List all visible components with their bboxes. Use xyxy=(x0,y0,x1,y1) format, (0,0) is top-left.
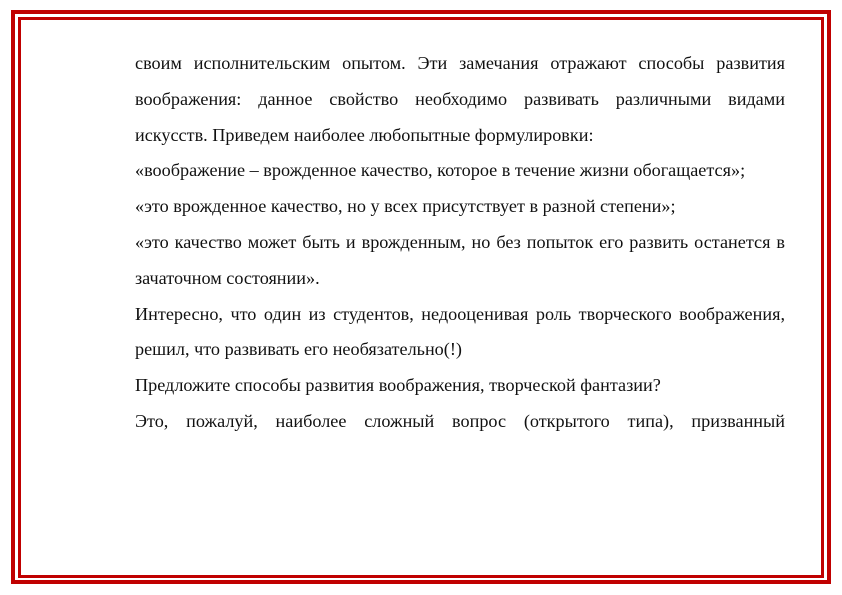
paragraph: своим исполнительским опытом. Эти замечания отражают способы развития воображения: данное свойство необходимо развивать различными видами искусств. Приведем наиболее любопытные формулировки: xyxy=(135,53,785,145)
document-text xyxy=(135,46,785,440)
paragraph: «это врожденное качество, но у всех присутствует в разной степени»; xyxy=(135,196,676,217)
paragraph: Предложите способы развития воображения, творческой фантазии? xyxy=(135,375,661,396)
paragraph: Интересно, что один из студентов, недооценивая роль творческого воображения, решил, что развивать его необязательно(!) xyxy=(135,303,785,360)
paragraph: Это, пожалуй, наиболее сложный вопрос (открытого типа), призванный xyxy=(135,410,785,431)
paragraph: «воображение – врожденное качество, которое в течение жизни обогащается»; xyxy=(135,160,746,181)
paragraph: «это качество может быть и врожденным, но без попыток его развить останется в зачаточном состоянии». xyxy=(135,231,785,288)
